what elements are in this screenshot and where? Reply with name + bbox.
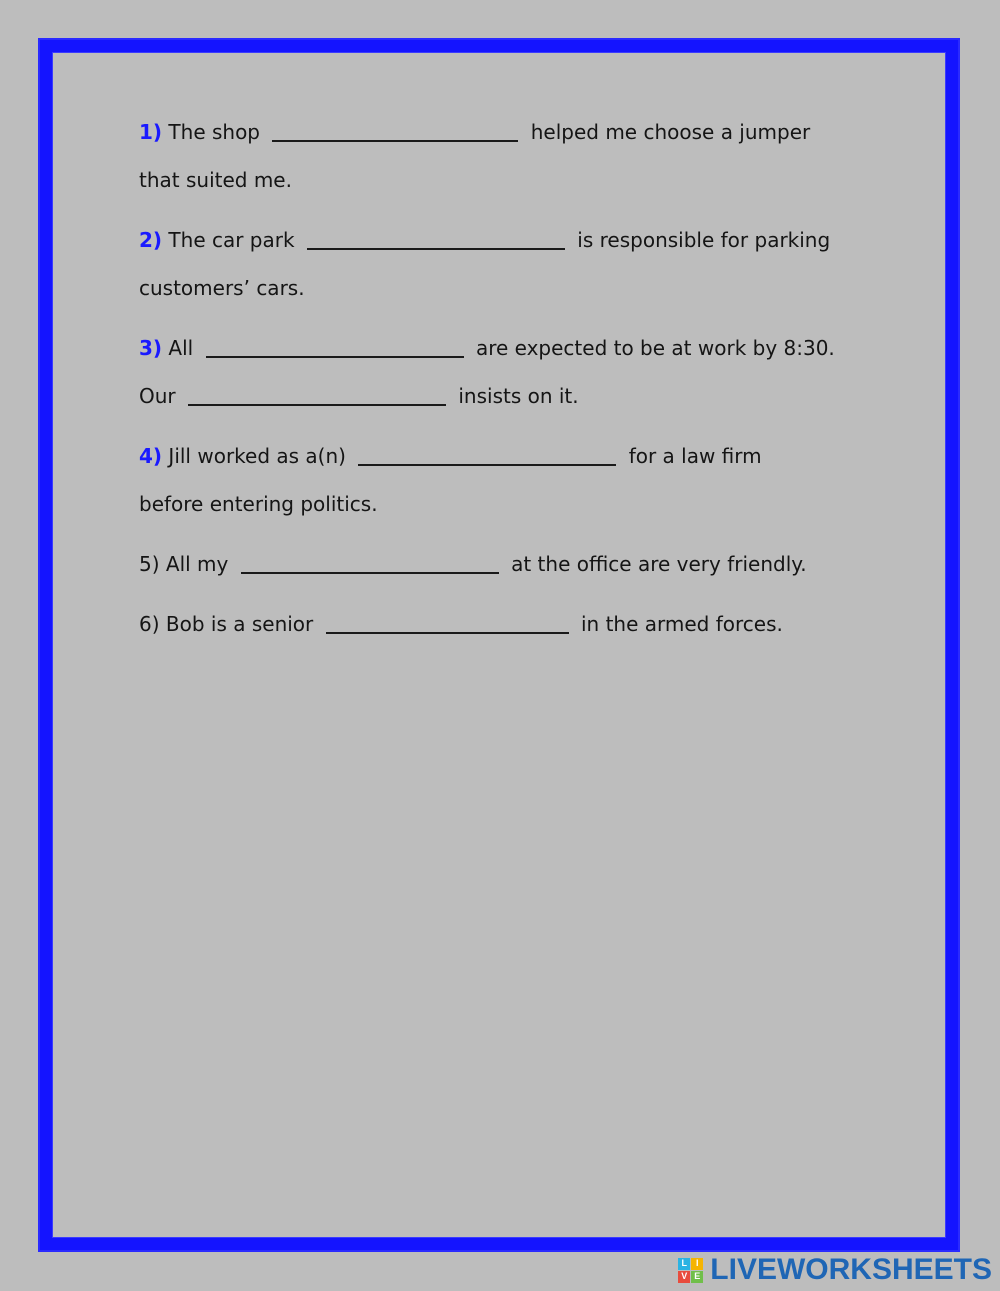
logo-text: LIVEWORKSHEETS: [710, 1253, 992, 1286]
logo-letter-i: I: [691, 1258, 703, 1270]
question-text: that suited me.: [139, 168, 292, 192]
question-text: is responsible for parking: [577, 228, 831, 252]
question-5: [139, 540, 869, 588]
logo-letter-v: V: [678, 1271, 690, 1283]
logo-mark-icon: [678, 1258, 703, 1283]
question-text: Jill worked as a(n): [168, 444, 346, 468]
question-number: 3): [139, 336, 163, 360]
question-text: for a law firm: [628, 444, 762, 468]
question-text: The car park: [168, 228, 295, 252]
answer-blank-1[interactable]: [272, 122, 518, 142]
logo-letter-e: E: [691, 1271, 703, 1283]
question-text: customers’ cars.: [139, 276, 305, 300]
question-number: 5): [139, 552, 160, 576]
question-text: All my: [165, 552, 229, 576]
question-text: at the office are very friendly.: [511, 552, 807, 576]
question-text: The shop: [168, 120, 261, 144]
question-1: [139, 108, 869, 204]
question-text: insists on it.: [458, 384, 579, 408]
logo-letter-l: L: [678, 1258, 690, 1270]
answer-blank-3b[interactable]: [188, 386, 446, 406]
answer-blank-3a[interactable]: [206, 338, 464, 358]
question-text: before entering politics.: [139, 492, 378, 516]
liveworksheets-logo: [678, 1253, 992, 1287]
answer-blank-5[interactable]: [241, 554, 499, 574]
question-number: 4): [139, 444, 163, 468]
question-2: [139, 216, 869, 312]
answer-blank-6[interactable]: [326, 614, 569, 634]
question-text: in the armed forces.: [580, 612, 783, 636]
worksheet-content: [139, 108, 869, 648]
question-number: 2): [139, 228, 163, 252]
question-6: [139, 600, 869, 648]
question-number: 6): [139, 612, 160, 636]
question-number: 1): [139, 120, 163, 144]
answer-blank-4[interactable]: [358, 446, 616, 466]
answer-blank-2[interactable]: [307, 230, 565, 250]
question-text: are expected to be at work by 8:30.: [475, 336, 835, 360]
question-4: [139, 432, 869, 528]
question-3: [139, 324, 869, 420]
question-text: Bob is a senior: [165, 612, 314, 636]
question-text: All: [168, 336, 194, 360]
question-text: Our: [139, 384, 176, 408]
question-text: helped me choose a jumper: [530, 120, 811, 144]
